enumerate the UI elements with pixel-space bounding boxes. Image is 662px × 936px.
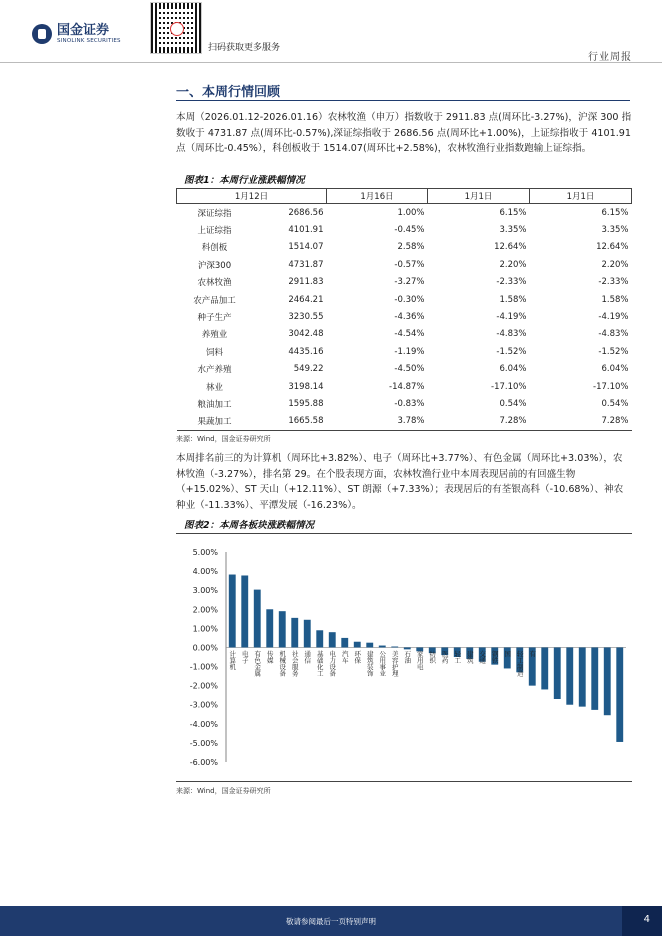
table-row [177, 291, 632, 308]
table-row-label: 种子生产 [197, 313, 232, 324]
y-tick-label: -2.00% [189, 681, 218, 691]
table-row-label: 林业 [205, 382, 223, 393]
y-tick-label: -4.00% [189, 719, 218, 729]
table-row [177, 274, 632, 291]
chart-bar [566, 647, 573, 704]
ranking-paragraph: 本周排名前三的为计算机（周环比+3.82%）、电子（周环比+3.77%）、有色金属（周环比+3.03%），农林牧渔（-3.27%），排名第 29。在个股表现方面，农林牧渔行业中本周表现居前的有回盛生物（+15.02%）、ST 天山（+12.11%）、ST 朗源（+7.33%）；表现居后的有荃银高科（-10.68%）、神农种业（-11.33%）、平潭发展（-16.23%）。 [176, 453, 624, 512]
table-cell: -2.33% [598, 277, 629, 288]
table-row-label: 上证综指 [197, 226, 232, 237]
table-row [177, 361, 632, 378]
table-cell: 2464.21 [288, 294, 324, 305]
table-cell: 3230.55 [288, 312, 324, 323]
x-category-label: 基础化工 [315, 650, 324, 677]
scan-text: 扫码获取更多服务 [208, 43, 281, 53]
table-cell: -14.87% [389, 381, 425, 392]
table-cell: -1.52% [496, 346, 527, 357]
table-cell: 2.20% [499, 259, 527, 270]
table-cell: -2.33% [496, 277, 527, 288]
y-tick-label: 3.00% [192, 586, 218, 596]
y-tick-label: 1.00% [192, 624, 218, 634]
table-row [177, 378, 632, 395]
table-cell: 3198.14 [288, 381, 324, 392]
y-tick-label: 0.00% [192, 643, 218, 653]
chart-bar [354, 642, 361, 648]
x-category-label: 有 [528, 650, 537, 657]
figure2-title: 图表2：本周各板块涨跌幅情况 [184, 520, 315, 531]
x-category-label: 纺织 [428, 650, 437, 664]
table-cell: -4.19% [598, 312, 629, 323]
table-cell: -4.83% [598, 329, 629, 340]
table-row [177, 395, 632, 412]
page-number-box [622, 906, 662, 936]
chart-bar [616, 647, 623, 742]
table-cell: 3.35% [499, 225, 527, 236]
x-category-label: 建筑装饰 [365, 650, 374, 677]
table-cell: 4435.16 [288, 346, 324, 357]
table-row [177, 221, 632, 238]
weekly-review-paragraph: 本周（2026.01.12-2026.01.16）农林牧渔（申万）指数收于 2911.83 点(周环比-3.27%)，沪深 300 指数收于 4731.87 点(周环比-0.57%),深证综指收于 2686.56 点(周环比+1.00%)，上证综指收于 4101.91 点（周环比-0.45%），科创板收于 1514.07(周环比+2.58%)，农林牧渔行业指数跑输上证综指。 [176, 112, 632, 155]
chart-bar [366, 643, 373, 648]
chart-bar [229, 575, 236, 648]
table-row [177, 239, 632, 256]
table-header-cell: 1月1日 [530, 189, 632, 204]
table-cell: -4.50% [394, 364, 425, 375]
x-category-label: 传媒 [265, 650, 274, 664]
chart-bar [541, 647, 548, 689]
chart-bottom-border [176, 781, 632, 782]
table-row-label: 养殖业 [201, 330, 228, 341]
table-cell: 6.15% [601, 207, 629, 218]
x-category-label: 有色金属 [253, 650, 262, 677]
table-cell: 2911.83 [288, 277, 324, 288]
footer-disclaimer: 敬请参阅最后一页特别声明 [286, 917, 376, 926]
logo-icon [32, 24, 52, 44]
table-cell: 549.22 [293, 364, 324, 375]
x-category-label: 钢铁 [490, 650, 499, 664]
page-number: 4 [643, 914, 650, 925]
table-cell: -3.27% [394, 277, 425, 288]
company-logo [32, 24, 121, 44]
y-tick-label: -5.00% [189, 738, 218, 748]
chart-bar [316, 630, 323, 647]
table-cell: -0.83% [394, 398, 425, 409]
logo-cn-text: 国金证券 [57, 23, 110, 38]
table-cell: -0.45% [394, 225, 425, 236]
table-cell: 3042.48 [288, 329, 324, 340]
x-category-label: 国 [503, 650, 512, 657]
table-cell: 2.20% [601, 259, 629, 270]
table-row [177, 326, 632, 343]
table-row-label: 水产养殖 [197, 365, 232, 376]
chart-bar [379, 646, 386, 648]
table-cell: 7.28% [530, 413, 632, 431]
table-cell: 1665.58 [253, 413, 327, 431]
page-footer [0, 906, 662, 936]
qr-code-icon [150, 2, 202, 54]
header-divider [0, 62, 662, 63]
table-row [177, 343, 632, 360]
x-category-label: 家用电 [415, 650, 424, 670]
x-category-label: 轻工 [453, 650, 462, 664]
x-category-label: 轻工制造 [515, 650, 524, 677]
table-row [177, 413, 632, 431]
chart-bar [604, 647, 611, 715]
y-tick-label: 2.00% [192, 605, 218, 615]
chart-bar [591, 647, 598, 709]
table-cell: -4.19% [496, 312, 527, 323]
table-cell: -4.83% [496, 329, 527, 340]
section-title: 一、本周行情回顾 [176, 85, 281, 100]
y-tick-label: -6.00% [189, 758, 218, 767]
table-cell: -17.10% [491, 381, 527, 392]
table-row-label: 果蔬加工 [177, 413, 253, 431]
table-cell: 1595.88 [288, 398, 324, 409]
chart-bar [241, 575, 248, 647]
chart-bar [329, 632, 336, 647]
table-cell: -1.52% [598, 346, 629, 357]
table-cell: 3.78% [327, 413, 428, 431]
report-type: 行业周报 [588, 52, 632, 63]
table-row-label: 饲料 [205, 347, 223, 358]
table-row-label: 农林牧渔 [197, 278, 232, 289]
chart-bar [554, 647, 561, 699]
page-header [0, 0, 662, 62]
x-category-label: 交通 [478, 650, 487, 664]
x-category-label: 通信 [303, 650, 312, 664]
chart-bar [391, 647, 398, 648]
table-cell: 3.35% [601, 225, 629, 236]
table-cell: 4101.91 [288, 225, 324, 236]
x-category-label: 环保 [353, 650, 362, 664]
table-cell: -17.10% [593, 381, 629, 392]
chart-bar [254, 590, 261, 648]
table-row-label: 沪深300 [197, 260, 232, 271]
table-header-cell: 1月12日 [177, 189, 327, 204]
y-tick-label: -3.00% [189, 700, 218, 710]
x-category-label: 美容护理 [390, 650, 399, 677]
section-divider [176, 100, 630, 101]
table-row-label: 深证综指 [197, 208, 232, 219]
sector-change-bar-chart [176, 536, 632, 781]
table-cell: -1.19% [394, 346, 425, 357]
chart-bar [279, 611, 286, 647]
x-category-label: 社会服务 [290, 650, 299, 677]
table-cell: 6.15% [499, 207, 527, 218]
chart-bar [291, 618, 298, 648]
y-tick-label: 5.00% [192, 548, 218, 557]
qr-badge-icon [170, 22, 184, 36]
chart-bar [404, 647, 411, 649]
logo-en-text: SINOLINK SECURITIES [57, 38, 121, 44]
table-cell: 1514.07 [288, 242, 324, 253]
table-cell: 2.58% [397, 242, 425, 253]
figure2-source: 来源：Wind，国金证券研究所 [176, 787, 271, 795]
table-row-label: 科创板 [201, 243, 228, 254]
table-header-row [177, 189, 632, 204]
y-tick-label: 4.00% [192, 567, 218, 577]
chart-bar [304, 620, 311, 648]
table-cell: 1.00% [397, 207, 425, 218]
chart-bar [341, 638, 348, 648]
x-category-label: 电子 [240, 650, 249, 664]
industry-change-table [176, 188, 632, 431]
table-row-label: 粮油加工 [197, 399, 232, 410]
table-cell: 0.54% [499, 398, 527, 409]
figure1-source: 来源：Wind，国金证券研究所 [176, 435, 271, 443]
table-header-cell: 1月16日 [327, 189, 428, 204]
x-category-label: 石油 [403, 650, 412, 664]
table-cell: 1.58% [601, 294, 629, 305]
table-cell: 12.64% [596, 242, 629, 253]
table-cell: 12.64% [494, 242, 527, 253]
x-category-label: 医药 [440, 650, 449, 664]
y-tick-label: -1.00% [189, 662, 218, 672]
x-category-label: 计算机 [228, 650, 237, 670]
table-cell: -0.30% [394, 294, 425, 305]
table-cell: 4731.87 [288, 259, 324, 270]
x-category-label: 汽车 [340, 650, 349, 664]
table-cell: -4.54% [394, 329, 425, 340]
table-cell: 2686.56 [288, 207, 324, 218]
figure1-title: 图表1：本周行业涨跌幅情况 [184, 175, 305, 186]
table-cell: -4.36% [394, 312, 425, 323]
table-cell: 6.04% [601, 364, 629, 375]
table-cell: -0.57% [394, 259, 425, 270]
table-cell: 0.54% [601, 398, 629, 409]
table-cell: 7.28% [428, 413, 530, 431]
x-category-label: 建筑 [465, 650, 474, 664]
table-row [177, 204, 632, 222]
table-header-cell: 1月1日 [428, 189, 530, 204]
table-cell: 1.58% [499, 294, 527, 305]
chart-top-border [176, 533, 632, 534]
x-category-label: 公用事业 [378, 650, 387, 677]
table-cell: 6.04% [499, 364, 527, 375]
chart-bar [266, 609, 273, 647]
x-category-label: 机械设备 [278, 650, 287, 677]
chart-bar [579, 647, 586, 706]
table-row [177, 256, 632, 273]
table-row-label: 农产品加工 [193, 295, 236, 306]
x-category-label: 电力设备 [328, 650, 337, 677]
table-row [177, 308, 632, 325]
